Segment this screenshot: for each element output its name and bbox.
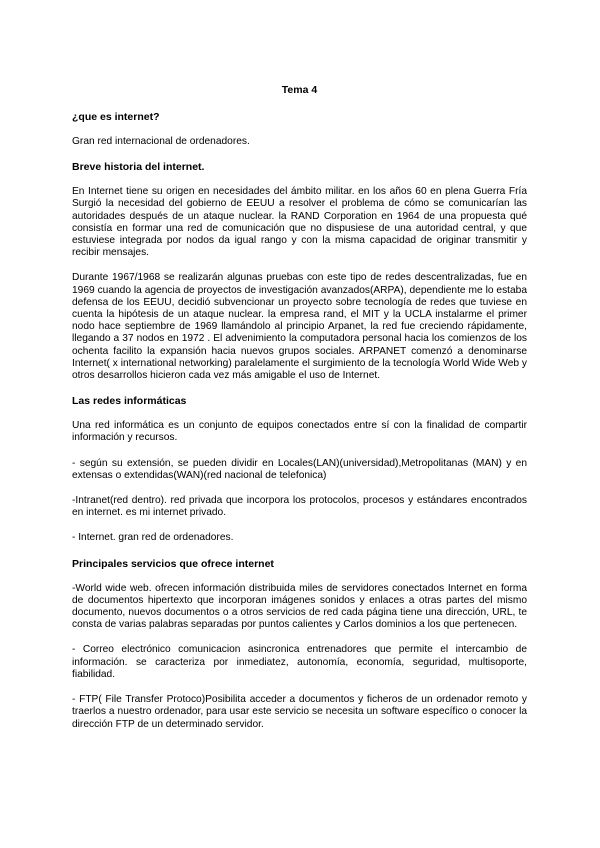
paragraph: - FTP( File Transfer Protoco)Posibilita acceder a documentos y ficheros de un ordenador remoto y traerlos a nuestro ordenador, para usar este servicio se necesita un software específico o conocer la dirección FTP de un determinado servidor. <box>72 694 527 730</box>
paragraph: En Internet tiene su origen en necesidades del ámbito militar. en los años 60 en plena Guerra Fría Surgió la necesidad del gobierno de EEUU a resolver el problema de cómo se comunicarían las autoridades después de un ataque nuclear. la RAND Corporation en 1964 de una propuesta qué consistía en formar una red de comunicación que no dispusiese de una autoridad central, y que estuviese integrada por nodos da igual rango y con la misma capacidad de originar transmitir y recibir mensajes. <box>72 186 527 259</box>
section-what-is-internet <box>72 111 527 148</box>
section-heading: Las redes informáticas <box>72 395 187 408</box>
section-heading: Breve historia del internet. <box>72 161 205 174</box>
document-page <box>72 84 527 744</box>
paragraph: Durante 1967/1968 se realizarán algunas pruebas con este tipo de redes descentralizadas, fue en 1969 cuando la agencia de proyectos de investigación avanzados(ARPA), dependiente me lo estaba defensa de los EEUU, decidió subvencionar un proyecto sobre tecnología de redes que tuviese en cuenta la hipótesis de un ataque nuclear. la empresa rand, el MIT y la UCLA instalarme el primer nodo hace septiembre de 1969 llamándolo al principio Arpanet, la red fue creciendo rápidamente, llegando a 37 nodos en 1972 . El advenimiento la computadora personal hacia los comienzos de los ochenta facilito la expansión hacia nuevos grupos sociales. ARPANET comenzó a denominarse Internet( x international networking) paralelamente el surgimiento de la tecnología World Wide Web y otros desarrollos hicieron cada vez más amigable el uso de Internet. <box>72 272 527 382</box>
section-history <box>72 161 527 382</box>
section-networks <box>72 395 527 544</box>
paragraph: Una red informática es un conjunto de equipos conectados entre sí con la finalidad de compartir información y recursos. <box>72 420 527 444</box>
paragraph: - según su extensión, se pueden dividir en Locales(LAN)(universidad),Metropolitanas (MAN) y en extensas o extendidas(WAN)(red nacional de telefonica) <box>72 457 527 481</box>
paragraph: -Intranet(red dentro). red privada que incorpora los protocolos, procesos y estándares encontrados en internet. es mi internet privado. <box>72 495 527 519</box>
section-heading: Principales servicios que ofrece internet <box>72 557 274 570</box>
paragraph: Gran red internacional de ordenadores. <box>72 136 250 147</box>
section-services <box>72 558 527 731</box>
paragraph: - Correo electrónico comunicacion asincronica entrenadores que permite el intercambio de información. se caracteriza por inmediatez, autonomía, economía, seguridad, multisoporte, fiabilidad. <box>72 644 527 680</box>
section-heading: ¿que es internet? <box>72 111 160 123</box>
paragraph: - Internet. gran red de ordenadores. <box>72 532 234 544</box>
page-title: Tema 4 <box>281 84 318 96</box>
paragraph: -World wide web. ofrecen información distribuida miles de servidores conectados Internet en forma de documentos hipertexto que incorporan imágenes sonidos y enlaces a otras partes del mismo documento, nuevos documentos o a otros servicios de red cada página tiene una dirección, URL, te consta de varias palabras separadas por puntos calientes y Carlos dominios a los que pertenecen. <box>72 582 527 631</box>
